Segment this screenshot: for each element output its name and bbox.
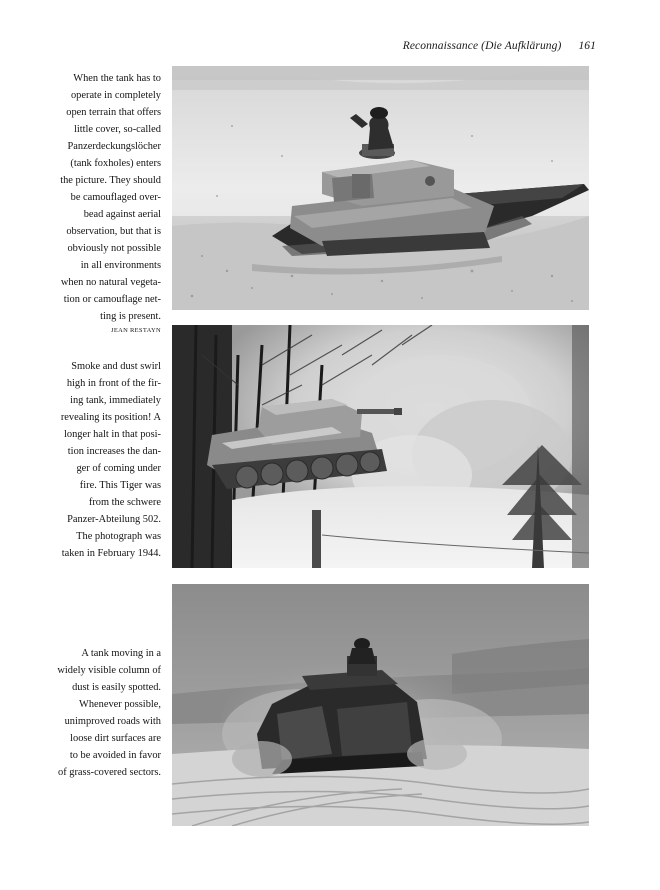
caption-line: longer halt in that posi- — [64, 429, 161, 440]
caption-line: tion or camouflage net- — [63, 294, 161, 305]
caption-line: when no natural vegeta- — [60, 277, 161, 288]
caption-line: be camouflaged over- — [70, 192, 161, 203]
caption-line: high in front of the fir- — [66, 378, 161, 389]
caption-line: dust is easily spotted. — [72, 682, 161, 693]
caption-line: tion increases the dan- — [67, 446, 161, 457]
page-number: 161 — [578, 40, 596, 52]
caption-line: ing tank, immediately — [70, 395, 161, 406]
caption-line: (tank foxholes) enters — [70, 158, 161, 169]
caption-line: in all environments — [80, 260, 161, 271]
caption-line: from the schwere — [88, 497, 161, 508]
caption-line: When the tank has to — [73, 73, 161, 84]
caption-line: Whenever possible, — [79, 699, 161, 710]
caption-line: obviously not possible — [67, 243, 161, 254]
caption-line: taken in February 1944. — [61, 548, 161, 559]
photo-credit: JEAN RESTAYN — [111, 327, 161, 334]
caption-line: loose dirt surfaces are — [70, 733, 161, 744]
photo-tank-dust-column — [172, 584, 589, 826]
caption-line: open terrain that offers — [66, 107, 161, 118]
caption-line: The photograph was — [76, 531, 161, 542]
caption-dust-column — [40, 645, 161, 781]
photo-tiger-firing — [172, 325, 589, 568]
caption-line: observation, but that is — [66, 226, 161, 237]
photo-tank-foxhole — [172, 66, 589, 310]
caption-line: ting is present. — [100, 311, 161, 322]
caption-line: to be avoided in favor — [69, 750, 161, 761]
running-title: Reconnaissance (Die Aufklärung) — [402, 40, 562, 52]
caption-line: fire. This Tiger was — [79, 480, 161, 491]
caption-line: unimproved roads with — [64, 716, 161, 727]
photo-tiger-firing-image — [172, 325, 589, 568]
caption-line: ger of coming under — [76, 463, 161, 474]
caption-line: of grass-covered sectors. — [58, 767, 161, 778]
caption-line: operate in completely — [70, 90, 161, 101]
running-header — [403, 40, 596, 52]
caption-tiger-firing — [40, 358, 161, 562]
caption-line: bead against aerial — [83, 209, 161, 220]
caption-line: Panzerdeckungslöcher — [67, 141, 161, 152]
caption-line: Panzer-Abteilung 502. — [67, 514, 161, 525]
photo-tank-foxhole-image — [172, 66, 589, 310]
caption-line: Smoke and dust swirl — [71, 361, 161, 372]
caption-line: little cover, so-called — [73, 124, 161, 135]
photo-tank-dust-column-image — [172, 584, 589, 826]
caption-line: revealing its position! A — [60, 412, 161, 423]
caption-line: the picture. They should — [60, 175, 161, 186]
caption-foxhole — [40, 70, 161, 336]
caption-line: A tank moving in a — [81, 648, 161, 659]
caption-line: widely visible column of — [57, 665, 161, 676]
